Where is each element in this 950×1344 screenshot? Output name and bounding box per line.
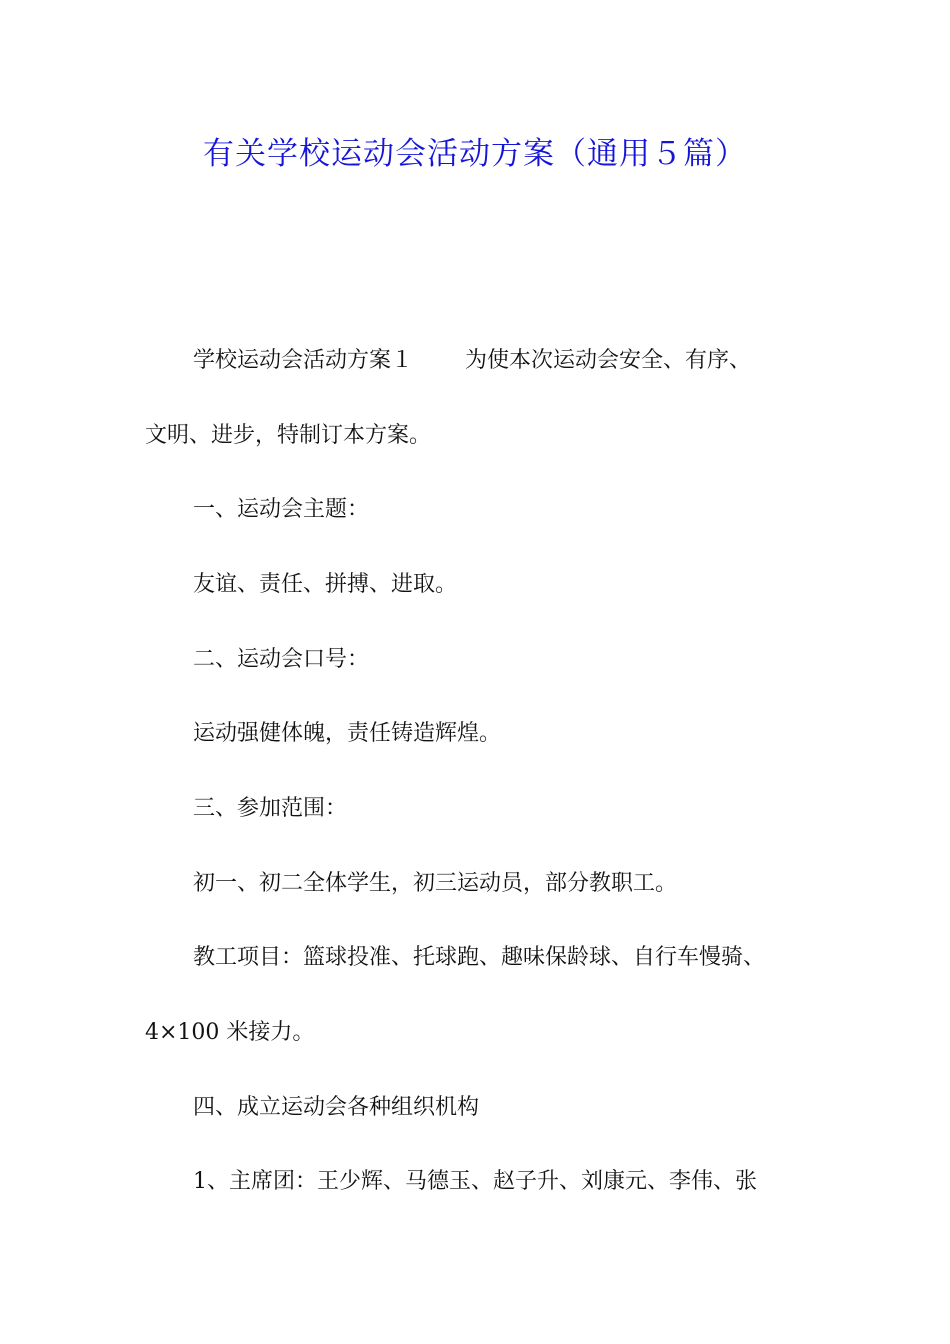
paragraph-theme: 友谊、责任、拼搏、进取。 [193, 572, 458, 597]
heading-organization: 四、成立运动会各种组织机构 [193, 1095, 480, 1120]
paragraph-scope: 初一、初二全体学生，初三运动员，部分教职工。 [193, 871, 678, 896]
document-title: 有关学校运动会活动方案（通用５篇） [203, 136, 747, 172]
paragraph-text: 为使本次运动会安全、有序、 [465, 348, 752, 373]
heading-scope: 三、参加范围： [193, 796, 348, 821]
heading-slogan: 二、运动会口号： [193, 647, 370, 672]
paragraph-slogan: 运动强健体魄，责任铸造辉煌。 [193, 721, 502, 746]
heading-theme: 一、运动会主题： [193, 497, 370, 522]
paragraph-line-1 [193, 350, 751, 372]
paragraph-line-2: 文明、进步，特制订本方案。 [145, 423, 432, 448]
section-heading-plan-1: 学校运动会活动方案１ [193, 348, 414, 373]
paragraph-staff-events: 教工项目：篮球投准、托球跑、趣味保龄球、自行车慢骑、 [193, 945, 766, 970]
paragraph-presidium: 1、主席团：王少辉、马德玉、赵子升、刘康元、李伟、张 [193, 1169, 757, 1194]
paragraph-staff-events-cont: 4×100 米接力。 [145, 1020, 315, 1045]
